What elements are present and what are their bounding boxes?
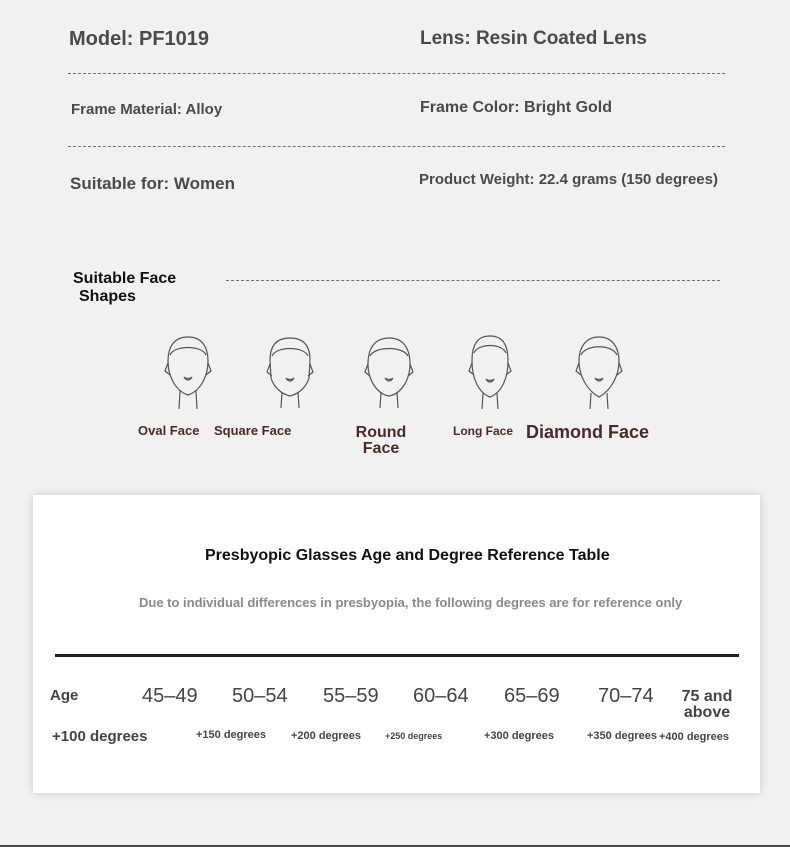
reference-table-card (33, 495, 760, 793)
reference-table-title: Presbyopic Glasses Age and Degree Reference Table (205, 547, 610, 564)
age-range-cell-last (675, 689, 739, 721)
face-shapes-heading-line2: Shapes (79, 288, 136, 305)
age-range-cell: 70–74 (598, 685, 654, 707)
age-range-cell: 45–49 (142, 685, 198, 707)
degree-cell: +250 degrees (385, 731, 443, 741)
table-header-rule (55, 654, 739, 657)
long-face-label: Long Face (453, 424, 514, 438)
diamond-face-icon (572, 333, 626, 411)
oval-face-label: Oval Face (138, 423, 200, 438)
frame-material-spec: Frame Material: Alloy (71, 101, 223, 118)
long-face-icon (464, 333, 516, 411)
suitable-for-spec: Suitable for: Women (70, 174, 235, 193)
spec-divider-2 (68, 146, 725, 147)
weight-spec: Product Weight: 22.4 grams (150 degrees) (419, 171, 718, 188)
square-face-icon (264, 334, 316, 410)
face-shapes-divider (226, 280, 720, 281)
age-range-cell: 50–54 (232, 685, 288, 707)
degree-cell: +100 degrees (52, 728, 148, 745)
face-shapes-heading (73, 270, 176, 306)
round-face-icon (363, 334, 415, 410)
diamond-face-label: Diamond Face (526, 422, 650, 442)
age-label: Age (50, 687, 79, 704)
frame-color-spec: Frame Color: Bright Gold (420, 99, 612, 116)
degree-cell: +150 degrees (196, 729, 267, 741)
oval-face-icon (162, 333, 214, 411)
round-face-label-line2: Face (362, 440, 400, 457)
model-spec: Model: PF1019 (69, 28, 210, 50)
age-range-cell: 55–59 (323, 685, 379, 707)
lens-spec: Lens: Resin Coated Lens (420, 28, 647, 49)
reference-table-subtitle: Due to individual differences in presbyopia, the following degrees are for reference only (139, 595, 683, 610)
age-range-cell: 60–64 (413, 685, 469, 707)
spec-divider-1 (68, 73, 725, 74)
degree-cell: +200 degrees (291, 730, 362, 742)
degree-cell: +300 degrees (484, 730, 555, 742)
round-face-label-line1: Round (355, 424, 407, 441)
age-range-last-line2: above (683, 704, 731, 721)
degree-cell: +350 degrees (587, 730, 658, 742)
face-shapes-heading-line1: Suitable Face (73, 270, 177, 287)
square-face-label: Square Face (214, 423, 292, 438)
round-face-label (352, 425, 410, 457)
age-range-last-line1: 75 and (681, 688, 733, 705)
age-range-cell: 65–69 (504, 685, 560, 707)
degree-cell: +400 degrees (659, 731, 730, 743)
